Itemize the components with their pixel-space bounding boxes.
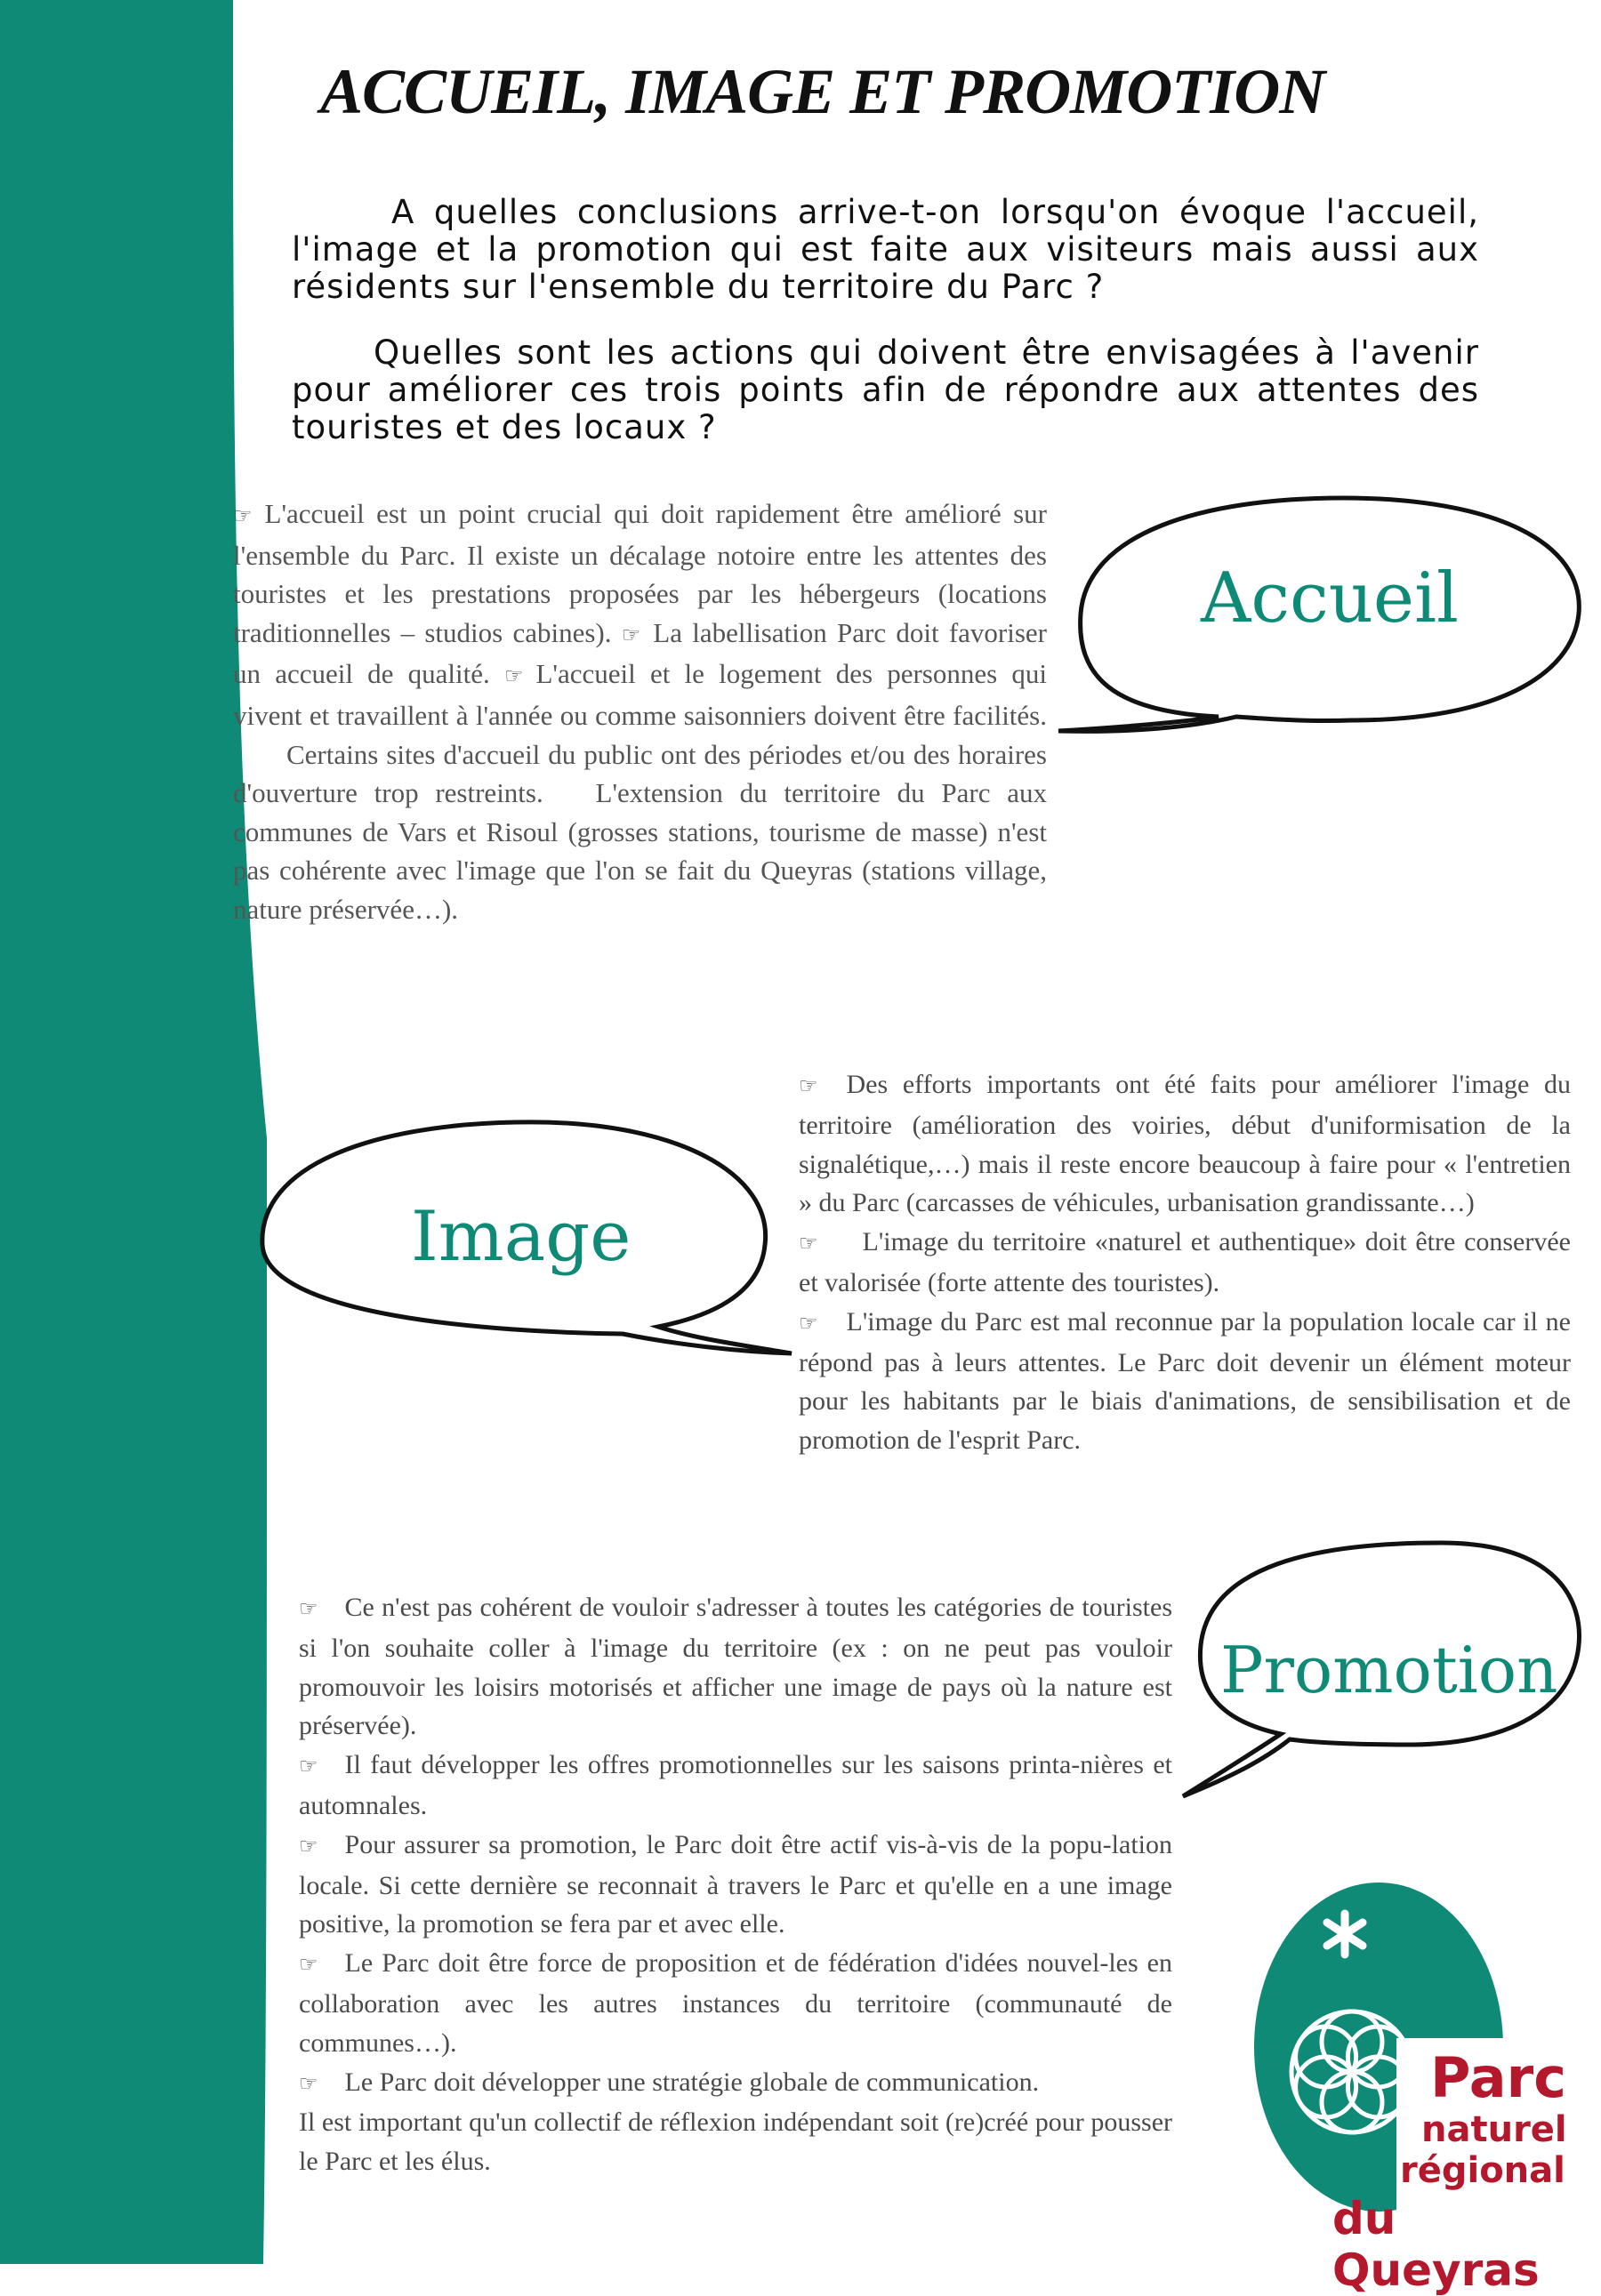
pointing-hand-icon: ☞ — [299, 1754, 318, 1779]
accueil-point-1: L'accueil est un point crucial qui doit rapidement être amélioré sur l'ensemble du Parc. Il existe un décalage notoire entre les attentes des touristes et les prestations proposées par les hébergeurs (locations traditionnelles – studios cabines). — [233, 498, 1047, 648]
intro-question-1: A quelles conclusions arrive-t-on lorsqu'on évoque l'accueil, l'image et la promotion qui est faite aux visiteurs mais aussi aux résidents sur l'ensemble du territoire du Parc ? — [292, 193, 1479, 306]
promotion-label: Promotion — [1220, 1633, 1558, 1707]
accueil-point-2: La labellisation Parc doit favoriser un accueil de qualité. — [233, 616, 1047, 690]
logo-line-parc: Parc — [1430, 2045, 1566, 2110]
promotion-point-4: ☞ Le Parc doit être force de proposition et de fédération d'idées nouvel-les en collaboration avec les autres instances du territoire (communauté de communes…). — [299, 1948, 1172, 2058]
image-point-2: ☞ L'image du territoire «naturel et authentique» doit être conservée et valorisée (forte attente des touristes). — [799, 1227, 1571, 1297]
promotion-point-1: ☞ Ce n'est pas cohérent de vouloir s'adresser à toutes les catégories de touristes si l'on souhaite coller à l'image du territoire (ex : on ne peut pas vouloir promouvoir les loisirs motorisés et afficher une image de pays où la nature est préservée). — [299, 1593, 1172, 1741]
promotion-point-5: ☞ Le Parc doit développer une stratégie globale de communication. — [299, 2067, 1040, 2097]
image-point-3: ☞ L'image du Parc est mal reconnue par la population locale car il ne répond pas à leurs attentes. Le Parc doit devenir un élément moteur pour les habitants par le biais d'animations, de sensibilisation et de promotion de l'esprit Parc. — [799, 1306, 1571, 1456]
promotion-point-3: ☞ Pour assurer sa promotion, le Parc doit être actif vis-à-vis de la popu-lation locale. Si cette dernière se reconnait à travers le Parc et qu'elle en a une image positive, la promotion se fera par et avec elle. — [299, 1829, 1172, 1939]
page-title: ACCUEIL, IMAGE ET PROMOTION — [320, 56, 1325, 127]
pointing-hand-icon: ☞ — [503, 663, 524, 689]
intro-question-2: Quelles sont les actions qui doivent être envisagées à l'avenir pour améliorer ces trois points afin de répondre aux attentes des touristes et des locaux ? — [292, 333, 1479, 446]
accueil-section — [233, 494, 1047, 929]
pointing-hand-icon: ☞ — [299, 1596, 318, 1621]
logo-line-queyras: du Queyras — [1332, 2193, 1540, 2296]
image-label: Image — [411, 1197, 632, 1277]
accueil-point-4: Certains sites d'accueil du public ont des périodes et/ou des horaires d'ouverture trop restreints. — [233, 738, 1047, 809]
pointing-hand-icon: ☞ — [299, 2070, 318, 2096]
promotion-point-2: ☞ Il faut développer les offres promotionnelles sur les saisons printa-nières et automnales. — [299, 1750, 1172, 1820]
accueil-label: Accueil — [1201, 558, 1459, 638]
pointing-hand-icon: ☞ — [233, 503, 253, 528]
image-section — [799, 1065, 1571, 1460]
pointing-hand-icon: ☞ — [299, 1833, 318, 1858]
promotion-point-6: Il est important qu'un collectif de réflexion indépendant soit (re)créé pour pousser le Parc et les élus. — [299, 2107, 1172, 2177]
pointing-hand-icon: ☞ — [299, 1952, 318, 1978]
logo-line-regional: régional — [1400, 2150, 1565, 2191]
pointing-hand-icon: ☞ — [799, 1231, 818, 1256]
pointing-hand-icon: ☞ — [621, 622, 641, 647]
pointing-hand-icon: ☞ — [799, 1310, 818, 1336]
promotion-section — [299, 1588, 1172, 2181]
logo-line-naturel: naturel — [1421, 2109, 1567, 2150]
image-point-1: ☞ Des efforts importants ont été faits pour améliorer l'image du territoire (amélioration des voiries, début d'uniformisation de la signalétique,…) mais il reste encore beaucoup à faire pour « l'entretien » du Parc (carcasses de véhicules, urbanisation grandissante…) — [799, 1070, 1571, 1218]
accueil-point-5: L'extension du territoire du Parc aux communes de Vars et Risoul (grosses stations, tourisme de masse) n'est pas cohérente avec l'image que l'on se fait du Queyras (stations village, nature préservée…). — [233, 777, 1047, 925]
accueil-point-3: L'accueil et le logement des personnes qui vivent et travaillent à l'année ou comme saisonniers doivent être facilités. — [233, 658, 1048, 731]
pointing-hand-icon: ☞ — [799, 1073, 818, 1098]
